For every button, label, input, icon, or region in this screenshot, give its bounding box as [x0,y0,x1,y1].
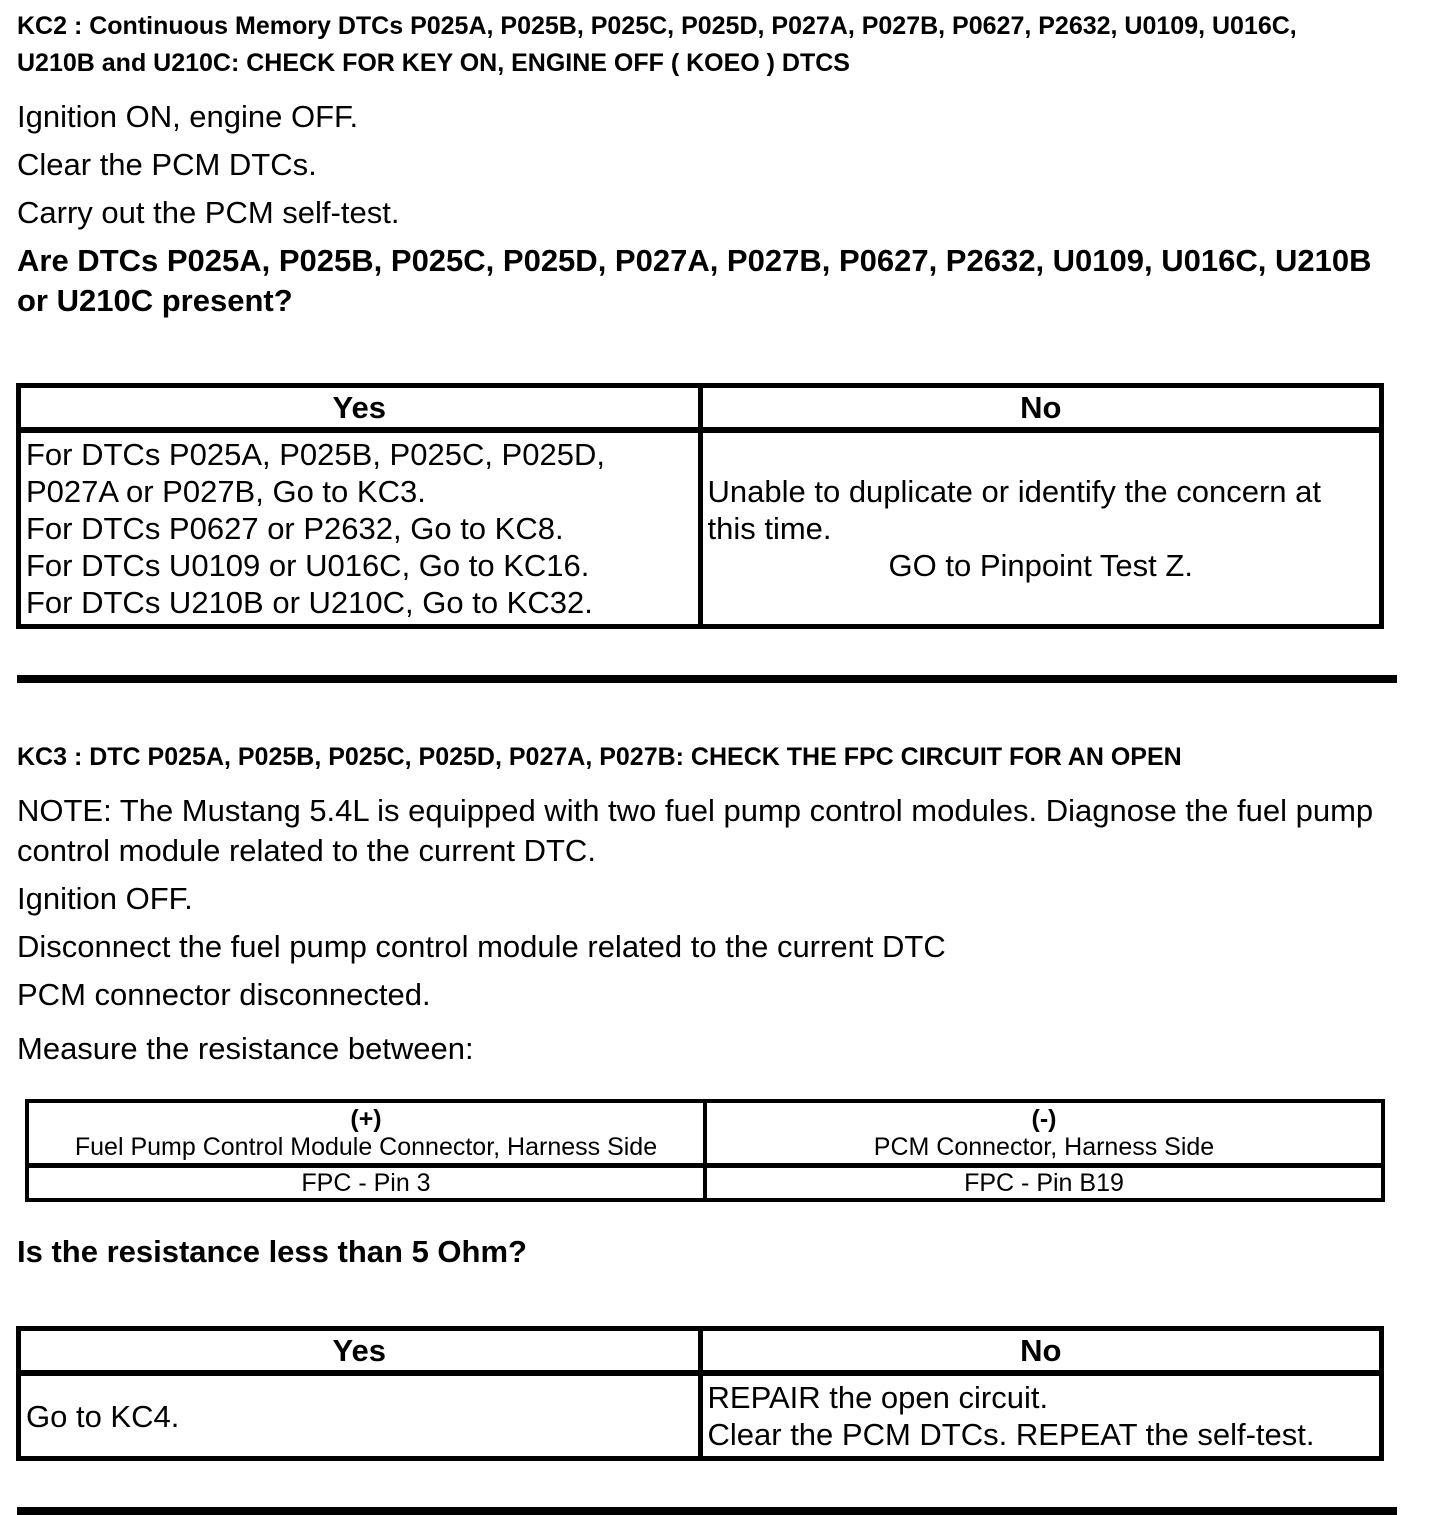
plus-label: Fuel Pump Control Module Connector, Harness Side [74,1133,658,1161]
kc3-no-line-1: REPAIR the open circuit. [707,1380,1049,1415]
kc2-yes-header: Yes [19,386,701,431]
kc3-minus-pin-cell: FPC - Pin B19 [705,1166,1383,1201]
minus-label: PCM Connector, Harness Side [873,1133,1215,1161]
kc2-section [17,8,1395,629]
kc3-no-header: No [700,1329,1382,1374]
kc3-yes-cell: Go to KC4. [19,1373,701,1459]
plus-symbol: (+) [350,1105,382,1133]
section-divider-bottom [17,1507,1397,1515]
kc3-decision-table [16,1326,1384,1461]
kc2-yes-line-2: For DTCs P0627 or P2632, Go to KC8. [26,511,564,546]
kc3-step-disconnect-fpcm: Disconnect the fuel pump control module related to the current DTC [17,929,946,964]
kc3-no-line-2: Clear the PCM DTCs. REPEAT the self-test. [707,1417,1315,1452]
kc3-question: Is the resistance less than 5 Ohm? [17,1234,527,1269]
kc3-heading: KC3 : DTC P025A, P025B, P025C, P025D, P027A, P027B: CHECK THE FPC CIRCUIT FOR AN OPEN [17,743,1182,771]
kc3-decision-body-row [19,1373,1382,1459]
kc2-yes-line-1: For DTCs P025A, P025B, P025C, P025D, P027A or P027B, Go to KC3. [26,437,605,509]
kc3-note: NOTE: The Mustang 5.4L is equipped with two fuel pump control modules. Diagnose the fuel pump control module related to the current DTC. [17,793,1374,868]
kc3-step-measure: Measure the resistance between: [17,1031,474,1066]
kc3-section [17,739,1395,1461]
section-divider [17,675,1397,683]
kc2-yes-cell [19,430,701,627]
kc2-decision-table [16,383,1384,629]
kc3-measurement-table [25,1099,1385,1202]
minus-symbol: (-) [1031,1105,1057,1133]
kc3-yes-header: Yes [19,1329,701,1374]
kc3-step-pcm-disconnected: PCM connector disconnected. [17,977,431,1012]
kc3-plus-header [27,1101,705,1166]
kc2-step-clear-dtcs: Clear the PCM DTCs. [17,147,317,182]
kc2-yes-line-3: For DTCs U0109 or U016C, Go to KC16. [26,548,590,583]
kc2-decision-header-row [19,386,1382,431]
kc2-yes-line-4: For DTCs U210B or U210C, Go to KC32. [26,585,593,620]
kc2-no-text: Unable to duplicate or identify the concern at this time. [707,474,1321,546]
kc3-step-ignition-off: Ignition OFF. [17,881,193,916]
kc3-minus-header [705,1101,1383,1166]
kc2-decision-body-row [19,430,1382,627]
kc2-no-header: No [700,386,1382,431]
kc3-plus-pin-cell: FPC - Pin 3 [27,1166,705,1201]
kc3-no-cell [700,1373,1382,1459]
kc2-step-ignition-on: Ignition ON, engine OFF. [17,99,359,134]
kc2-no-action: GO to Pinpoint Test Z. [888,548,1193,583]
kc2-heading: KC2 : Continuous Memory DTCs P025A, P025B, P025C, P025D, P027A, P027B, P0627, P2632, U0109, U016C, U210B and U210C: CHECK FOR KEY ON, ENGINE OFF ( KOEO ) DTCS [17,12,1297,77]
kc2-step-self-test: Carry out the PCM self-test. [17,195,400,230]
kc3-measurement-body-row [27,1166,1383,1201]
kc2-no-cell [700,430,1382,627]
kc2-question: Are DTCs P025A, P025B, P025C, P025D, P027A, P027B, P0627, P2632, U0109, U016C, U210B or U210C present? [17,243,1372,318]
kc3-decision-header-row [19,1329,1382,1374]
kc3-measurement-header-row [27,1101,1383,1166]
